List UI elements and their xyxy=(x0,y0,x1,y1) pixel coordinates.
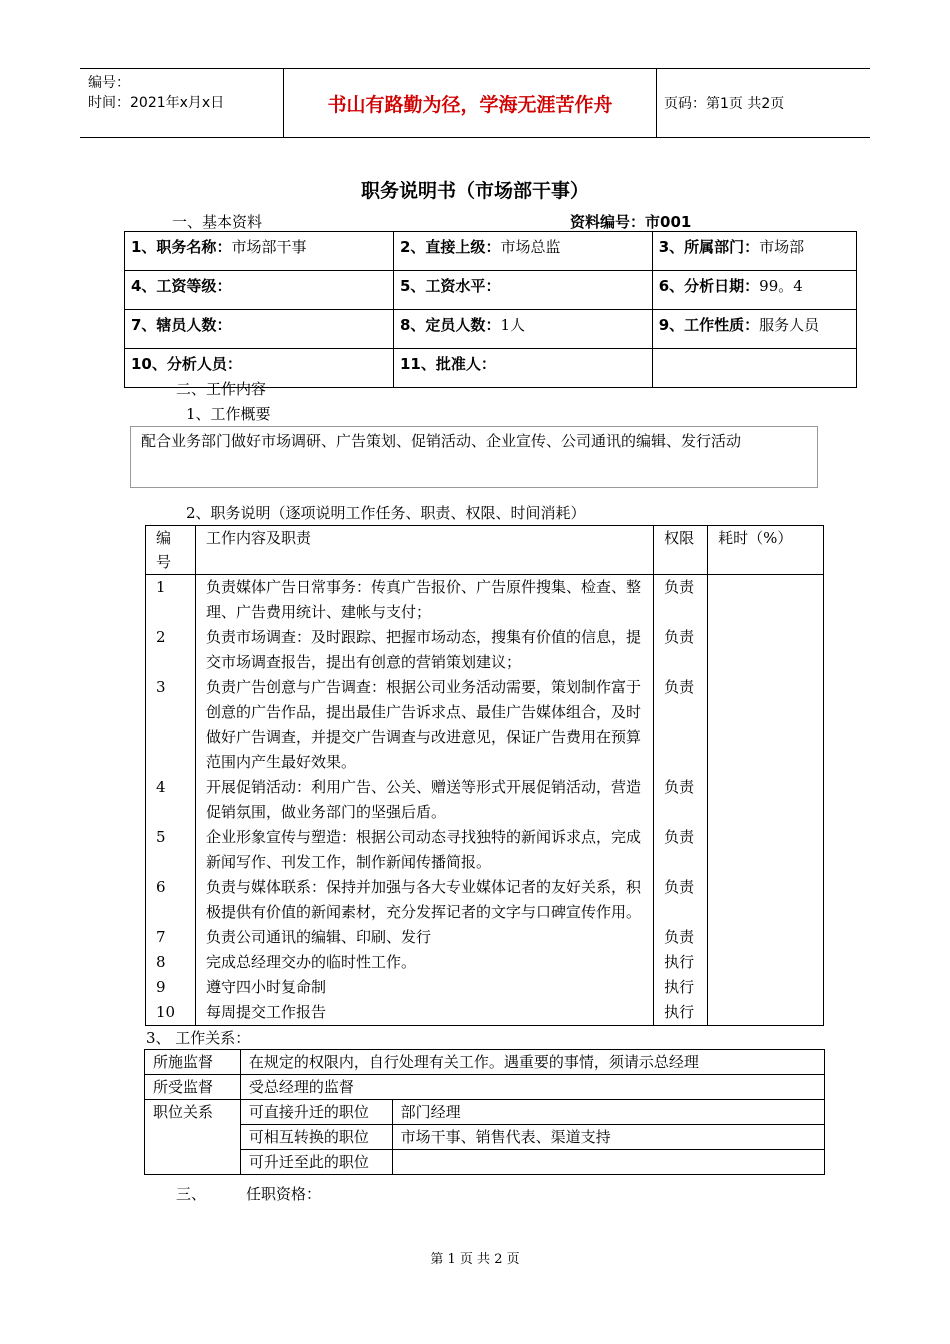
duty-time xyxy=(708,875,824,925)
col-header-content: 工作内容及职责 xyxy=(195,526,653,575)
duty-time xyxy=(708,675,824,775)
field-value: 服务人员 xyxy=(759,316,820,334)
table-row xyxy=(146,925,824,950)
date-label: 时间：2021年x月x日 xyxy=(88,95,225,111)
duty-text: 完成总经理交办的临时性工作。 xyxy=(195,950,653,975)
basic-info-cell xyxy=(652,232,856,271)
duty-table xyxy=(145,525,824,1026)
basic-info-cell xyxy=(394,310,653,349)
qualification-number: 三、 xyxy=(176,1185,207,1203)
col-header-authority: 权限 xyxy=(654,526,708,575)
field-value: 1人 xyxy=(500,316,525,334)
field-label: 3、所属部门： xyxy=(658,238,760,256)
field-label: 9、工作性质： xyxy=(658,316,760,334)
duty-text: 负责公司通讯的编辑、印刷、发行 xyxy=(195,925,653,950)
page-title: 职务说明书（市场部干事） xyxy=(360,180,589,202)
duty-number: 3 xyxy=(146,675,196,775)
field-label: 4、工资等级： xyxy=(131,277,232,295)
position-key: 可直接升迁的职位 xyxy=(240,1100,392,1125)
position-value: 部门经理 xyxy=(392,1100,824,1125)
basic-info-cell xyxy=(394,232,653,271)
duty-text: 负责广告创意与广告调查：根据公司业务活动需要，策划制作富于创意的广告作品，提出最佳广告诉求点、最佳广告媒体组合，及时做好广告调查，并提交广告调查与改进意见，保证广告费用在预算范围内产生最好效果。 xyxy=(195,675,653,775)
duty-text: 负责市场调查：及时跟踪、把握市场动态，搜集有价值的信息，提交市场调查报告，提出有创意的营销策划建议； xyxy=(195,625,653,675)
duty-number: 5 xyxy=(146,825,196,875)
duty-authority: 负责 xyxy=(654,575,708,626)
table-row xyxy=(146,1000,824,1026)
work-relations-label: 3、 工作关系： xyxy=(146,1029,251,1047)
duty-description-label: 2、职务说明（逐项说明工作任务、职责、权限、时间消耗） xyxy=(186,504,586,522)
field-label: 1、职务名称： xyxy=(131,238,232,256)
field-label: 11、批准人： xyxy=(400,355,496,373)
doc-number-label: 编号： xyxy=(88,75,130,91)
supervise-text: 在规定的权限内，自行处理有关工作。遇重要的事情，须请示总经理 xyxy=(240,1050,824,1075)
page-header xyxy=(80,68,870,138)
table-row xyxy=(125,271,857,310)
supervise-label: 所施监督 xyxy=(145,1050,241,1075)
table-row xyxy=(145,1125,825,1150)
field-value: 市场部干事 xyxy=(231,238,307,256)
duty-authority: 负责 xyxy=(654,625,708,675)
duty-time xyxy=(708,1000,824,1026)
duty-time xyxy=(708,925,824,950)
position-value: 市场干事、销售代表、渠道支持 xyxy=(392,1125,824,1150)
work-summary-label: 1、工作概要 xyxy=(186,405,271,423)
position-relation-label: 职位关系 xyxy=(145,1100,241,1175)
position-value xyxy=(392,1150,824,1175)
basic-info-cell xyxy=(652,271,856,310)
doc-code: 资料编号：市001 xyxy=(570,213,692,231)
section-basic-info-label: 一、基本资料 xyxy=(172,213,263,231)
table-row xyxy=(145,1150,825,1175)
duty-number: 9 xyxy=(146,975,196,1000)
work-relations-table xyxy=(144,1049,825,1175)
duty-time xyxy=(708,975,824,1000)
motto: 书山有路勤为径，学海无涯苦作舟 xyxy=(283,69,657,137)
header-meta xyxy=(88,73,224,113)
field-value: 市场总监 xyxy=(500,238,561,256)
section-work-content-label: 二、工作内容 xyxy=(176,380,267,398)
duty-authority: 执行 xyxy=(654,975,708,1000)
table-row xyxy=(146,950,824,975)
field-label: 8、定员人数： xyxy=(400,316,501,334)
table-row xyxy=(145,1075,825,1100)
field-value: 市场部 xyxy=(759,238,805,256)
basic-info-cell xyxy=(125,271,394,310)
duty-authority: 负责 xyxy=(654,925,708,950)
duty-text: 企业形象宣传与塑造：根据公司动态寻找独特的新闻诉求点，完成新闻写作、刊发工作，制作新闻传播简报。 xyxy=(195,825,653,875)
basic-info-cell xyxy=(652,349,856,388)
duty-time xyxy=(708,775,824,825)
field-label: 2、直接上级： xyxy=(400,238,501,256)
field-value: 99。4 xyxy=(759,277,803,295)
duty-number: 6 xyxy=(146,875,196,925)
duty-time xyxy=(708,575,824,626)
field-label: 6、分析日期： xyxy=(658,277,760,295)
basic-info-table xyxy=(124,231,857,388)
supervised-label: 所受监督 xyxy=(145,1075,241,1100)
basic-info-cell xyxy=(125,310,394,349)
duty-time xyxy=(708,825,824,875)
position-key: 可相互转换的职位 xyxy=(240,1125,392,1150)
table-row xyxy=(146,875,824,925)
col-header-time: 耗时（%） xyxy=(708,526,824,575)
position-key: 可升迁至此的职位 xyxy=(240,1150,392,1175)
basic-info-cell xyxy=(652,310,856,349)
duty-authority: 负责 xyxy=(654,875,708,925)
basic-info-cell xyxy=(394,349,653,388)
table-row xyxy=(145,1100,825,1125)
basic-info-cell xyxy=(125,232,394,271)
field-label: 7、辖员人数： xyxy=(131,316,232,334)
field-label: 5、工资水平： xyxy=(400,277,501,295)
duty-text: 开展促销活动：利用广告、公关、赠送等形式开展促销活动，营造促销氛围，做业务部门的坚强后盾。 xyxy=(195,775,653,825)
duty-authority: 负责 xyxy=(654,825,708,875)
qualification-label: 任职资格： xyxy=(246,1185,322,1203)
duty-header-row xyxy=(146,526,824,575)
table-row xyxy=(145,1050,825,1075)
duty-number: 7 xyxy=(146,925,196,950)
duty-text: 每周提交工作报告 xyxy=(195,1000,653,1026)
table-row xyxy=(146,625,824,675)
duty-authority: 执行 xyxy=(654,1000,708,1026)
duty-authority: 负责 xyxy=(654,775,708,825)
field-label: 10、分析人员： xyxy=(131,355,242,373)
table-row xyxy=(146,825,824,875)
duty-number: 8 xyxy=(146,950,196,975)
page-footer: 第 1 页 共 2 页 xyxy=(430,1252,520,1267)
duty-text: 遵守四小时复命制 xyxy=(195,975,653,1000)
table-row xyxy=(146,575,824,626)
duty-number: 10 xyxy=(146,1000,196,1026)
table-row xyxy=(146,775,824,825)
duty-number: 4 xyxy=(146,775,196,825)
basic-info-cell xyxy=(394,271,653,310)
duty-authority: 执行 xyxy=(654,950,708,975)
table-row xyxy=(125,232,857,271)
duty-time xyxy=(708,950,824,975)
duty-text: 负责媒体广告日常事务：传真广告报价、广告原件搜集、检查、整理、广告费用统计、建帐与支付； xyxy=(195,575,653,626)
duty-text: 负责与媒体联系：保持并加强与各大专业媒体记者的友好关系，积极提供有价值的新闻素材，充分发挥记者的文字与口碑宣传作用。 xyxy=(195,875,653,925)
duty-number: 2 xyxy=(146,625,196,675)
table-row xyxy=(146,975,824,1000)
page-indicator: 页码：第1页 共2页 xyxy=(664,96,785,112)
duty-number: 1 xyxy=(146,575,196,626)
duty-time xyxy=(708,625,824,675)
col-header-number: 编号 xyxy=(146,526,196,575)
duty-authority: 负责 xyxy=(654,675,708,775)
supervised-text: 受总经理的监督 xyxy=(240,1075,824,1100)
table-row xyxy=(146,675,824,775)
table-row xyxy=(125,310,857,349)
work-summary: 配合业务部门做好市场调研、广告策划、促销活动、企业宣传、公司通讯的编辑、发行活动 xyxy=(130,426,818,488)
